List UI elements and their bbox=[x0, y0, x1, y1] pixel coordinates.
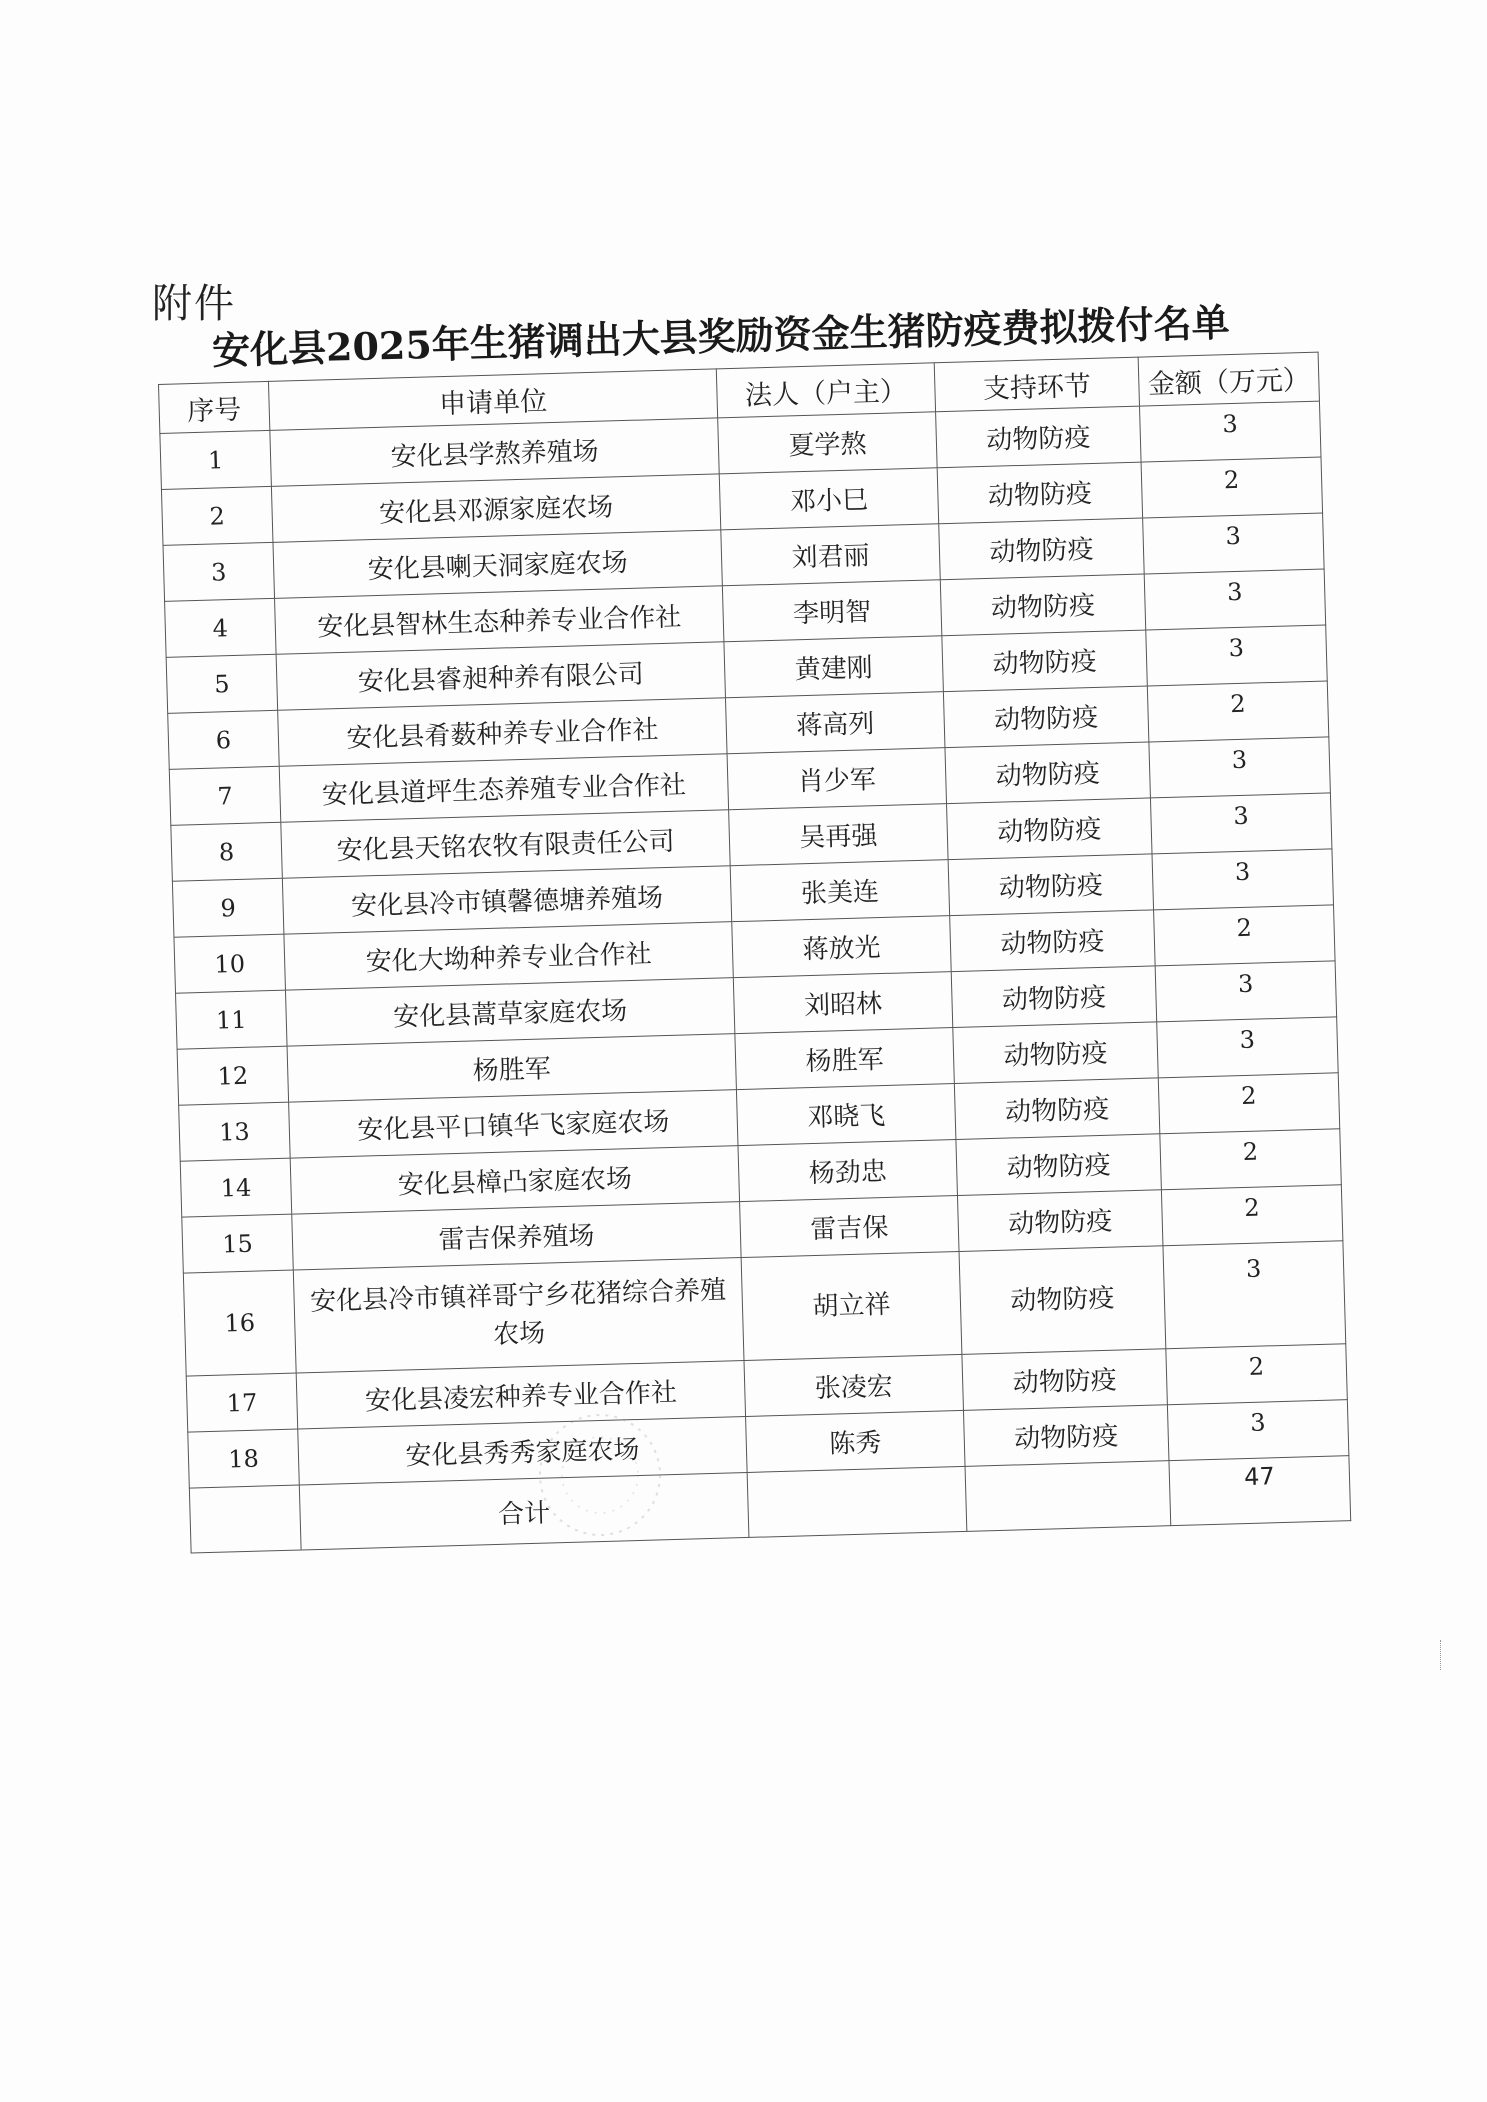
faint-stamp-mark bbox=[530, 1400, 670, 1550]
row-seq: 11 bbox=[176, 990, 288, 1049]
total-label: 合计 bbox=[299, 1472, 749, 1549]
row-owner: 张美连 bbox=[730, 860, 949, 922]
row-stage: 动物防疫 bbox=[947, 798, 1152, 860]
row-seq: 15 bbox=[182, 1214, 294, 1273]
row-amount: 3 bbox=[1150, 793, 1331, 854]
row-unit: 安化县睿昶种养有限公司 bbox=[276, 642, 725, 710]
column-header-unit: 申请单位 bbox=[268, 369, 717, 430]
row-amount: 3 bbox=[1149, 737, 1330, 798]
row-stage: 动物防疫 bbox=[940, 574, 1145, 636]
row-amount: 3 bbox=[1167, 1400, 1348, 1461]
row-stage: 动物防疫 bbox=[953, 1022, 1158, 1084]
row-owner: 李明智 bbox=[722, 580, 941, 642]
total-seq-cell bbox=[189, 1485, 301, 1553]
row-unit: 雷吉保养殖场 bbox=[292, 1202, 741, 1270]
row-owner: 杨劲忠 bbox=[738, 1140, 957, 1202]
row-owner: 刘昭林 bbox=[733, 972, 952, 1034]
row-amount: 2 bbox=[1141, 457, 1322, 518]
row-amount: 3 bbox=[1163, 1241, 1346, 1349]
row-stage: 动物防疫 bbox=[951, 966, 1156, 1028]
row-owner: 蒋放光 bbox=[732, 916, 951, 978]
row-unit: 安化县冷市镇祥哥宁乡花猪综合养殖农场 bbox=[293, 1258, 744, 1373]
row-seq: 14 bbox=[180, 1158, 292, 1217]
column-header-owner: 法人（户主） bbox=[716, 363, 935, 418]
row-stage: 动物防疫 bbox=[959, 1246, 1166, 1355]
row-amount: 2 bbox=[1160, 1129, 1341, 1190]
row-seq: 3 bbox=[163, 542, 275, 601]
table-body bbox=[160, 401, 1351, 1553]
row-owner: 雷吉保 bbox=[740, 1195, 959, 1257]
row-unit: 杨胜军 bbox=[287, 1034, 736, 1102]
row-unit: 安化大坳种养专业合作社 bbox=[284, 922, 733, 990]
row-amount: 2 bbox=[1147, 681, 1328, 742]
row-owner: 邓小巳 bbox=[719, 468, 938, 530]
total-stage-cell bbox=[965, 1461, 1171, 1532]
row-seq: 10 bbox=[174, 934, 286, 993]
row-owner: 杨胜军 bbox=[735, 1028, 954, 1090]
row-unit: 安化县凌宏种养专业合作社 bbox=[296, 1361, 745, 1429]
row-seq: 6 bbox=[168, 710, 280, 769]
row-seq: 12 bbox=[177, 1046, 289, 1105]
attachment-label: 附件 bbox=[152, 281, 236, 327]
row-owner: 夏学熬 bbox=[718, 412, 937, 474]
row-seq: 1 bbox=[160, 430, 272, 489]
row-unit: 安化县天铭农牧有限责任公司 bbox=[281, 810, 730, 878]
row-amount: 3 bbox=[1146, 625, 1327, 686]
document-title: 安化县2025年生猪调出大县奖励资金生猪防疫费拟拨付名单 bbox=[211, 299, 1231, 373]
row-seq: 16 bbox=[183, 1270, 296, 1376]
row-unit: 安化县平口镇华飞家庭农场 bbox=[289, 1090, 738, 1158]
row-seq: 7 bbox=[169, 766, 281, 825]
row-stage: 动物防疫 bbox=[942, 630, 1147, 692]
row-seq: 4 bbox=[165, 598, 277, 657]
row-seq: 8 bbox=[171, 822, 283, 881]
row-amount: 2 bbox=[1161, 1185, 1342, 1246]
row-unit: 安化县秀秀家庭农场 bbox=[298, 1416, 747, 1484]
row-stage: 动物防疫 bbox=[954, 1078, 1159, 1140]
row-owner: 肖少军 bbox=[727, 748, 946, 810]
column-header-amount: 金额（万元） bbox=[1138, 352, 1319, 406]
row-seq: 9 bbox=[172, 878, 284, 937]
row-owner: 吴再强 bbox=[729, 804, 948, 866]
row-stage: 动物防疫 bbox=[945, 742, 1150, 804]
row-unit: 安化县蒿草家庭农场 bbox=[285, 978, 734, 1046]
row-amount: 2 bbox=[1166, 1344, 1347, 1405]
row-unit: 安化县邓源家庭农场 bbox=[271, 474, 720, 542]
row-seq: 5 bbox=[166, 654, 278, 713]
row-owner: 刘君丽 bbox=[721, 524, 940, 586]
row-stage: 动物防疫 bbox=[956, 1134, 1161, 1196]
row-amount: 3 bbox=[1155, 961, 1336, 1022]
total-amount: 47 bbox=[1169, 1456, 1351, 1526]
row-stage: 动物防疫 bbox=[962, 1349, 1167, 1411]
row-unit: 安化县樟凸家庭农场 bbox=[290, 1146, 739, 1214]
row-seq: 2 bbox=[161, 486, 273, 545]
allocation-table-container bbox=[158, 352, 1350, 1554]
row-owner: 胡立祥 bbox=[741, 1251, 962, 1360]
row-amount: 2 bbox=[1158, 1073, 1339, 1134]
row-seq: 17 bbox=[186, 1373, 298, 1432]
row-amount: 3 bbox=[1139, 401, 1320, 462]
row-amount: 3 bbox=[1144, 569, 1325, 630]
row-owner: 蒋高列 bbox=[725, 692, 944, 754]
row-unit: 安化县肴薮种养专业合作社 bbox=[278, 698, 727, 766]
row-stage: 动物防疫 bbox=[936, 406, 1141, 468]
allocation-table bbox=[158, 352, 1351, 1554]
row-stage: 动物防疫 bbox=[943, 686, 1148, 748]
row-unit: 安化县冷市镇馨德塘养殖场 bbox=[282, 866, 731, 934]
row-unit: 安化县道坪生态养殖专业合作社 bbox=[279, 754, 728, 822]
row-amount: 2 bbox=[1154, 905, 1335, 966]
scan-edge-mark bbox=[1440, 1640, 1447, 1670]
row-seq: 13 bbox=[179, 1102, 291, 1161]
row-unit: 安化县喇天洞家庭农场 bbox=[273, 530, 722, 598]
row-unit: 安化县智林生态种养专业合作社 bbox=[275, 586, 724, 654]
row-amount: 3 bbox=[1152, 849, 1333, 910]
row-stage: 动物防疫 bbox=[963, 1405, 1168, 1467]
row-owner: 陈秀 bbox=[746, 1410, 965, 1472]
row-amount: 3 bbox=[1157, 1017, 1338, 1078]
row-seq: 18 bbox=[188, 1429, 300, 1488]
row-stage: 动物防疫 bbox=[950, 910, 1155, 972]
row-stage: 动物防疫 bbox=[937, 462, 1142, 524]
total-owner-cell bbox=[747, 1466, 967, 1537]
row-stage: 动物防疫 bbox=[939, 518, 1144, 580]
row-stage: 动物防疫 bbox=[957, 1190, 1162, 1252]
column-header-stage: 支持环节 bbox=[934, 357, 1139, 412]
row-owner: 邓晓飞 bbox=[736, 1084, 955, 1146]
row-unit: 安化县学熬养殖场 bbox=[270, 418, 719, 486]
row-owner: 张凌宏 bbox=[744, 1354, 963, 1416]
column-header-seq: 序号 bbox=[159, 381, 270, 433]
row-amount: 3 bbox=[1143, 513, 1324, 574]
row-owner: 黄建刚 bbox=[724, 636, 943, 698]
row-stage: 动物防疫 bbox=[948, 854, 1153, 916]
